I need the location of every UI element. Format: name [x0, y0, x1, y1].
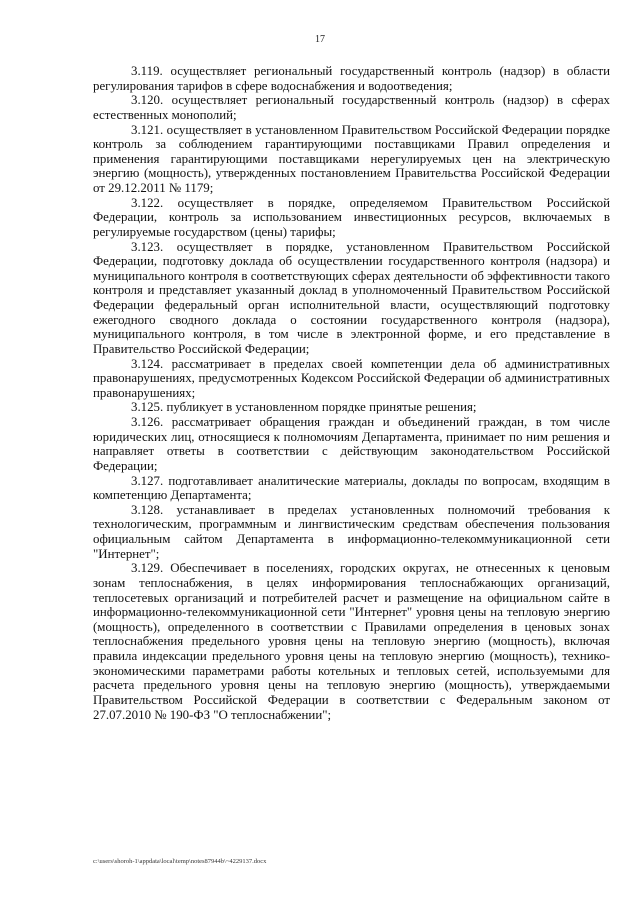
paragraph-3-123: 3.123. осуществляет в порядке, установленном Правительством Российской Федерации, подготовку доклада об осуществлении государственного контроля (надзора) и муниципального контроля в соответствующих сферах деятельности об эффективности такого контроля и представляет указанный доклад в уполномоченный Правительством Российской Федерации федеральный орган исполнительной власти, осуществляющий подготовку ежегодного сводного доклада о состоянии государственного контроля (надзора), муниципального контроля, в том числе в электронной форме, и его представление в Правительство Российской Федерации;	[93, 239, 610, 356]
paragraph-3-119: 3.119. осуществляет региональный государственный контроль (надзор) в области регулирования тарифов в сфере водоснабжения и водоотведения;	[93, 64, 610, 93]
paragraph-3-120: 3.120. осуществляет региональный государственный контроль (надзор) в сферах естественных монополий;	[93, 93, 610, 122]
document-body	[93, 64, 610, 722]
footer-file-path: c:\users\shoroh-1\appdata\local\temp\notes87944b\~4229137.docx	[93, 858, 267, 865]
paragraph-3-126: 3.126. рассматривает обращения граждан и объединений граждан, в том числе юридических лиц, относящиеся к полномочиям Департамента, принимает по ним решения и направляет ответы в соответствии с действующим законодательством Российской Федерации;	[93, 415, 610, 473]
paragraph-3-125: 3.125. публикует в установленном порядке принятые решения;	[131, 400, 477, 415]
paragraph-3-129: 3.129. Обеспечивает в поселениях, городских округах, не отнесенных к ценовым зонам теплоснабжения, в целях информирования теплоснабжающих организаций, теплосетевых организаций и потребителей расчет и размещение на официальном сайте в информационно-телекоммуникационной сети "Интернет" уровня цены на тепловую энергию (мощность), определенного в соответствии с Правилами определения в ценовых зонах теплоснабжения предельного уровня цены на тепловую энергию (мощность), включая правила индексации предельного уровня цены на тепловую энергию (мощность), технико-экономическими параметрами работы котельных и тепловых сетей, используемыми для расчета предельного уровня цены на тепловую энергию (мощность), утверждаемыми Правительством Российской Федерации в соответствии с Федеральным законом от 27.07.2010 № 190-ФЗ "О теплоснабжении";	[93, 561, 610, 722]
paragraph-3-127: 3.127. подготавливает аналитические материалы, доклады по вопросам, входящим в компетенцию Департамента;	[93, 473, 610, 503]
paragraph-3-122: 3.122. осуществляет в порядке, определяемом Правительством Российской Федерации, контроль за использованием инвестиционных ресурсов, включаемых в регулируемые государством (цены) тарифы;	[93, 195, 610, 239]
paragraph-3-128: 3.128. устанавливает в пределах установленных полномочий требования к технологическим, программным и лингвистическим средствам обеспечения пользования официальным сайтом Департамента в информационно-телекоммуникационной сети "Интернет";	[93, 502, 610, 561]
paragraph-3-121: 3.121. осуществляет в установленном Правительством Российской Федерации порядке контроль за соблюдением гарантирующими поставщиками Правил определения и применения гарантирующими поставщиками нерегулируемых цен на электрическую энергию (мощность), утвержденных постановлением Правительства Российской Федерации от 29.12.2011 № 1179;	[93, 122, 610, 195]
page-number: 17	[315, 34, 325, 45]
paragraph-3-124: 3.124. рассматривает в пределах своей компетенции дела об административных правонарушениях, предусмотренных Кодексом Российской Федерации об административных правонарушениях;	[93, 356, 610, 400]
